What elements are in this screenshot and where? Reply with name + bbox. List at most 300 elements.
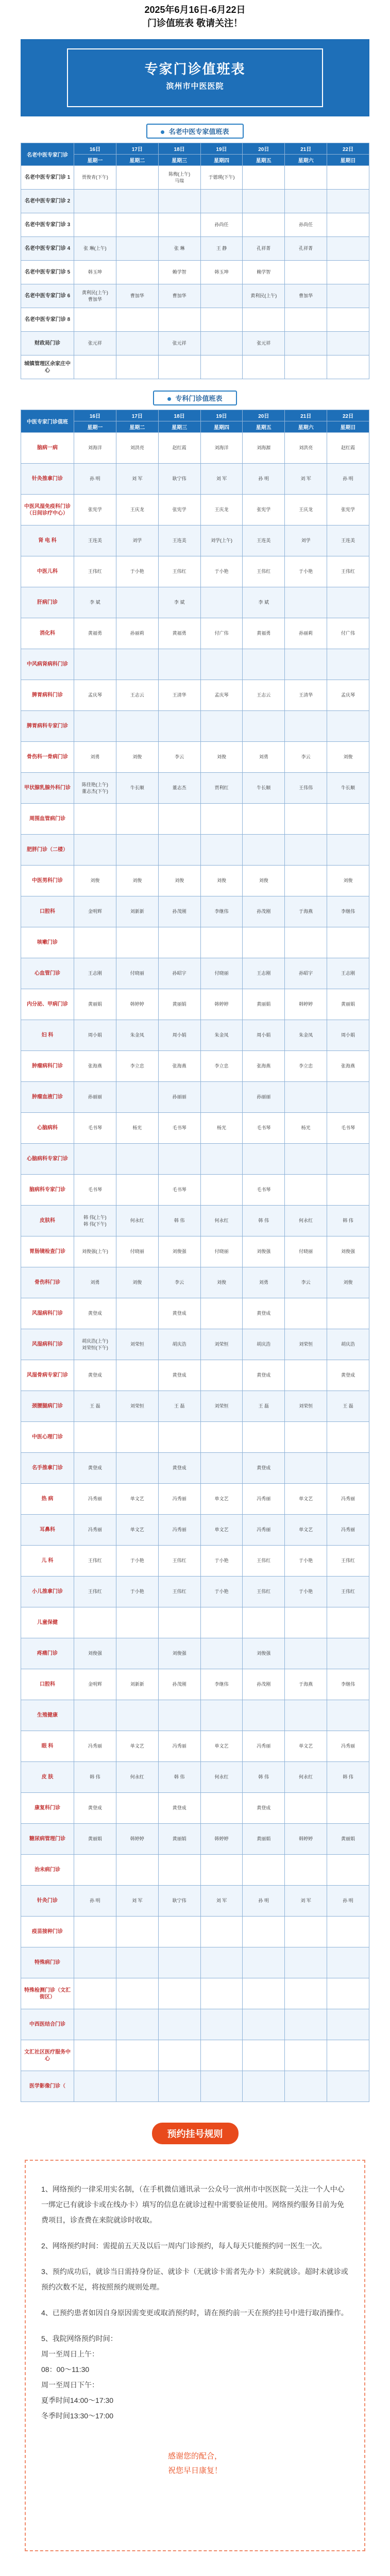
dept-cell: 孙 明 (327, 464, 369, 495)
dept-dept-name: 儿 科 (21, 1546, 74, 1577)
dept-row (21, 1453, 369, 1484)
famous-cell (200, 355, 243, 379)
dept-cell: 刘俊 (116, 1267, 158, 1298)
dept-cell (158, 1422, 200, 1453)
dept-cell: 李云 (158, 742, 200, 773)
banner-frame (67, 48, 323, 107)
dept-dept-name: 中医男科门诊 (21, 866, 74, 896)
dept-cell: 黄登成 (74, 1360, 116, 1391)
dept-cell (243, 649, 285, 680)
dept-row (21, 1607, 369, 1638)
dept-cell: 王伟红 (158, 556, 200, 587)
dept-row (21, 1577, 369, 1607)
dept-cell: 付广伟 (327, 618, 369, 649)
famous-row (21, 166, 369, 190)
dept-row (21, 773, 369, 804)
dept-cell: 韩 伟 (243, 1762, 285, 1793)
rules-title: 预约挂号规则 (152, 2123, 239, 2144)
dept-row (21, 1144, 369, 1175)
famous-row (21, 284, 369, 308)
dept-cell: 孙茂刚 (243, 896, 285, 927)
famous-dept-name: 名老中医专家门诊 3 (21, 213, 74, 237)
dept-dept-name: 耳鼻科 (21, 1515, 74, 1546)
dept-cell (327, 1082, 369, 1113)
dept-date-22: 22日 (327, 410, 369, 421)
dept-cell: 黄登成 (158, 1453, 200, 1484)
famous-cell (327, 332, 369, 355)
dept-row (21, 2040, 369, 2071)
dept-cell (158, 1607, 200, 1638)
dept-cell: 李立忠 (200, 1051, 243, 1082)
dept-cell: 孟庆琴 (74, 680, 116, 711)
dept-cell (327, 1175, 369, 1206)
dept-cell: 赵红霞 (327, 433, 369, 464)
dept-row (21, 1206, 369, 1236)
dept-cell: 张海燕 (243, 1051, 285, 1082)
dept-cell (285, 1793, 327, 1824)
dept-cell (243, 1917, 285, 1947)
famous-cell (243, 213, 285, 237)
dept-dept-name: 医学影像门诊（ (21, 2071, 74, 2102)
dept-row (21, 927, 369, 958)
dept-cell: 张宪学 (243, 495, 285, 526)
dept-weekday-thu: 星期四 (200, 421, 243, 433)
dept-cell (327, 1947, 369, 1978)
famous-cell (200, 190, 243, 213)
dept-cell: 何永红 (285, 1206, 327, 1236)
dept-row (21, 1669, 369, 1700)
dept-cell: 刘俊 (74, 866, 116, 896)
dept-cell (285, 1638, 327, 1669)
dept-cell (327, 1638, 369, 1669)
dept-dept-name: 风湿骨病专家门诊 (21, 1360, 74, 1391)
dept-cell: 李 斌 (243, 587, 285, 618)
dept-cell: 孙茂刚 (158, 1669, 200, 1700)
dept-section-header (0, 391, 390, 405)
famous-cell (116, 261, 158, 284)
dept-cell: 杨光 (285, 1113, 327, 1144)
dept-cell: 王志云 (116, 680, 158, 711)
dept-row (21, 1824, 369, 1855)
dept-cell: 黄登成 (243, 1453, 285, 1484)
dept-cell: 刘俊强 (243, 1638, 285, 1669)
dept-cell: 韩 伟 (74, 1762, 116, 1793)
dept-cell: 刘 军 (200, 1886, 243, 1917)
dept-cell: 孙丽丽 (158, 1082, 200, 1113)
dept-cell: 刘荣恒 (116, 1329, 158, 1360)
dept-cell (74, 1700, 116, 1731)
dept-cell (285, 711, 327, 742)
dept-cell: 周小娟 (243, 1020, 285, 1051)
rule-item-4: 4、已预约患者如因自身原因需变更或取消预约时，请在预约前一天在预约挂号中进行取消操作。 (41, 2309, 348, 2317)
dept-cell: 于小艳 (200, 1546, 243, 1577)
dept-dept-name: 疫苗接种门诊 (21, 1917, 74, 1947)
famous-cell (74, 213, 116, 237)
dept-cell (327, 1422, 369, 1453)
dept-weekday-sat: 星期六 (285, 421, 327, 433)
famous-weekday-fri: 星期五 (243, 155, 285, 166)
dept-row (21, 866, 369, 896)
dept-cell: 张宪学 (74, 495, 116, 526)
dept-cell (327, 1978, 369, 2009)
dept-cell (200, 1700, 243, 1731)
dept-cell: 韩婷婷 (285, 989, 327, 1020)
dept-row (21, 1546, 369, 1577)
dept-cell (116, 649, 158, 680)
dept-cell (116, 711, 158, 742)
dept-cell (116, 587, 158, 618)
dept-cell: 何永红 (285, 1762, 327, 1793)
dept-dept-name: 文汇社区医疗服务中心 (21, 2040, 74, 2071)
famous-cell: 黄利民(上午) (243, 284, 285, 308)
famous-cell (116, 308, 158, 332)
famous-section-header (0, 124, 390, 139)
famous-cell (327, 190, 369, 213)
dept-cell (116, 927, 158, 958)
dept-row (21, 2009, 369, 2040)
dept-cell (200, 1917, 243, 1947)
schedule-banner (21, 39, 369, 116)
dept-cell (116, 804, 158, 835)
dept-cell: 刘新新 (116, 1669, 158, 1700)
dept-cell: 李继伟 (200, 1669, 243, 1700)
dept-cell: 孟庆琴 (200, 680, 243, 711)
dept-cell (74, 2071, 116, 2102)
famous-cell: 曹加华 (116, 284, 158, 308)
dept-date-16: 16日 (74, 410, 116, 421)
famous-cell (116, 332, 158, 355)
famous-row (21, 308, 369, 332)
dept-weekday-tue: 星期二 (116, 421, 158, 433)
famous-cell: 曹加华 (285, 284, 327, 308)
dept-row (21, 433, 369, 464)
dept-cell: 于海燕 (285, 896, 327, 927)
dept-cell: 孙丽莉 (285, 618, 327, 649)
dept-cell: 黄福勇 (243, 618, 285, 649)
dept-cell: 李继伟 (200, 896, 243, 927)
dept-cell: 付晓丽 (116, 958, 158, 989)
date-range-heading (0, 0, 390, 30)
famous-date-16: 16日 (74, 143, 116, 155)
famous-row (21, 261, 369, 284)
dept-dept-name: 肥胖门诊（二楼） (21, 835, 74, 866)
dept-dept-name: 中医风湿免疫科门诊（日间诊疗中心） (21, 495, 74, 526)
dept-cell (74, 2009, 116, 2040)
dept-cell (74, 1917, 116, 1947)
dept-cell: 王伟红 (74, 1577, 116, 1607)
dept-cell: 付晓丽 (200, 1236, 243, 1267)
dept-cell: 刘俊 (200, 866, 243, 896)
dept-cell: 刘洪亮 (116, 433, 158, 464)
famous-weekday-sat: 星期六 (285, 155, 327, 166)
famous-cell (285, 308, 327, 332)
dept-cell: 李云 (158, 1267, 200, 1298)
dept-cell (243, 927, 285, 958)
dept-cell: 王志刚 (74, 958, 116, 989)
famous-date-17: 17日 (116, 143, 158, 155)
dept-cell (327, 1144, 369, 1175)
dept-cell: 单文艺 (116, 1515, 158, 1546)
dept-cell (74, 804, 116, 835)
dept-cell: 李继伟 (327, 896, 369, 927)
dept-cell: 刘勇 (74, 1267, 116, 1298)
dept-date-17: 17日 (116, 410, 158, 421)
dept-cell: 单文艺 (200, 1731, 243, 1762)
dept-cell: 牛长顺 (327, 773, 369, 804)
dept-cell (116, 1422, 158, 1453)
dept-cell (74, 1422, 116, 1453)
dept-dept-name: 中西医结合门诊 (21, 2009, 74, 2040)
dept-cell: 毛书琴 (74, 1113, 116, 1144)
dept-cell (116, 1700, 158, 1731)
dept-cell: 黄登成 (243, 1298, 285, 1329)
dept-cell: 于小艳 (116, 1577, 158, 1607)
dept-cell: 杨光 (200, 1113, 243, 1144)
dept-cell (327, 1793, 369, 1824)
dept-weekday-wed: 星期三 (158, 421, 200, 433)
famous-row (21, 190, 369, 213)
dept-cell: 刘俊强(上午) (74, 1236, 116, 1267)
dept-cell (327, 1855, 369, 1886)
dept-cell (200, 1793, 243, 1824)
dept-cell (74, 1144, 116, 1175)
dept-cell: 耿宁伟 (158, 1886, 200, 1917)
dept-cell (285, 1855, 327, 1886)
dept-dept-name: 皮 肤 (21, 1762, 74, 1793)
rule-time-pm-label: 周一至周日下午： (41, 2381, 99, 2389)
dept-dept-name: 肝病门诊 (21, 587, 74, 618)
famous-cell (243, 355, 285, 379)
dept-cell: 黄福勇 (158, 618, 200, 649)
dept-row (21, 1917, 369, 1947)
famous-row (21, 332, 369, 355)
famous-cell (200, 332, 243, 355)
dept-cell: 黄登成 (158, 1298, 200, 1329)
dept-cell (158, 1144, 200, 1175)
dept-cell: 杨光 (116, 1113, 158, 1144)
dept-cell (285, 649, 327, 680)
dept-dept-name: 脑病科专家门诊 (21, 1175, 74, 1206)
dept-cell (116, 1360, 158, 1391)
dept-dept-name: 针灸推拿门诊 (21, 464, 74, 495)
dept-cell (327, 2071, 369, 2102)
dept-cell (327, 1607, 369, 1638)
famous-cell: 赖学智 (243, 261, 285, 284)
dept-cell (200, 804, 243, 835)
dept-cell (285, 835, 327, 866)
dept-row (21, 464, 369, 495)
dept-cell (116, 2040, 158, 2071)
famous-dept-name: 名老中医专家门诊 4 (21, 237, 74, 261)
dept-row (21, 526, 369, 556)
dept-row (21, 1515, 369, 1546)
dept-cell: 王志刚 (327, 958, 369, 989)
dept-cell: 孙茂刚 (158, 896, 200, 927)
dept-dept-name: 心血管门诊 (21, 958, 74, 989)
dept-cell (158, 2009, 200, 2040)
dept-cell: 刘俊 (327, 866, 369, 896)
dept-cell: 胡庆浩 (243, 1329, 285, 1360)
dept-row (21, 804, 369, 835)
dept-cell: 刘荣恒 (200, 1329, 243, 1360)
dept-corner-cell: 中医专家门诊值班 (21, 410, 74, 433)
dept-cell: 金明辉 (74, 896, 116, 927)
schedule-notice-subtitle: 门诊值班表 敬请关注！ (147, 18, 243, 28)
dept-cell (285, 2040, 327, 2071)
dept-cell: 韩 伟 (327, 1762, 369, 1793)
dept-cell: 冯秀丽 (327, 1731, 369, 1762)
dept-cell (200, 2040, 243, 2071)
dept-dept-name: 针灸门诊 (21, 1886, 74, 1917)
dept-cell: 王庆龙 (285, 495, 327, 526)
dept-row (21, 618, 369, 649)
dept-cell: 王庆龙 (116, 495, 158, 526)
dept-cell (200, 1453, 243, 1484)
dept-cell: 刘荣恒 (285, 1329, 327, 1360)
dept-cell: 冯秀丽 (327, 1515, 369, 1546)
rule-item-5: 5、我院网络预约时间： (41, 2334, 117, 2343)
famous-cell (285, 332, 327, 355)
dept-dept-name: 骨伤科门诊 (21, 1267, 74, 1298)
famous-cell (74, 308, 116, 332)
famous-cell (116, 166, 158, 190)
dept-cell (243, 804, 285, 835)
dept-cell (116, 1298, 158, 1329)
dept-cell: 刘俊强 (158, 1236, 200, 1267)
dept-cell: 刘学(上午) (200, 526, 243, 556)
dept-cell: 黄丽娟 (158, 989, 200, 1020)
dept-cell (158, 711, 200, 742)
dept-cell (200, 835, 243, 866)
dept-cell (327, 804, 369, 835)
dept-cell: 刘俊强 (243, 1236, 285, 1267)
dept-cell (200, 2009, 243, 2040)
dept-cell: 王清华 (158, 680, 200, 711)
dept-row (21, 1700, 369, 1731)
dept-dept-name: 中医儿科 (21, 556, 74, 587)
dept-cell: 刘俊 (158, 866, 200, 896)
famous-cell (158, 213, 200, 237)
famous-dept-name: 城镇管理区余家庄中心 (21, 355, 74, 379)
dept-cell: 刘学 (116, 526, 158, 556)
dept-cell (243, 711, 285, 742)
dept-row (21, 1267, 369, 1298)
famous-cell (158, 308, 200, 332)
dept-cell: 黄丽娟 (74, 1824, 116, 1855)
dept-cell: 黄登成 (74, 1793, 116, 1824)
dept-cell (158, 2040, 200, 2071)
dept-cell: 孙丽莉 (116, 618, 158, 649)
dept-row (21, 1360, 369, 1391)
famous-date-19: 19日 (200, 143, 243, 155)
dept-cell: 冯秀丽 (243, 1515, 285, 1546)
dept-cell: 王伟红 (74, 1546, 116, 1577)
dept-cell (74, 835, 116, 866)
famous-cell (285, 355, 327, 379)
dept-date-21: 21日 (285, 410, 327, 421)
dept-dept-name: 热 病 (21, 1484, 74, 1515)
dept-cell (285, 1978, 327, 2009)
dept-cell (243, 1422, 285, 1453)
dept-dept-name: 骨伤科一骨病门诊 (21, 742, 74, 773)
dept-cell: 单文艺 (200, 1515, 243, 1546)
dept-cell: 胡庆浩(上午) 刘荣恒(下午) (74, 1329, 116, 1360)
famous-cell: 赖学智 (158, 261, 200, 284)
famous-cell: 陈梅(上午) 马瑞 (158, 166, 200, 190)
dept-date-19: 19日 (200, 410, 243, 421)
dept-cell: 韩 伟(上午) 韩 伟(下午) (74, 1206, 116, 1236)
dept-cell: 刘荣恒 (285, 1391, 327, 1422)
dept-dept-name: 名手推拿门诊 (21, 1453, 74, 1484)
dept-row (21, 1422, 369, 1453)
dept-cell: 孙 明 (74, 1886, 116, 1917)
dept-dept-name: 甲状腺乳腺外科门诊 (21, 773, 74, 804)
dept-dept-name: 周围血管病门诊 (21, 804, 74, 835)
famous-cell: 韩玉坤 (74, 261, 116, 284)
famous-cell (243, 308, 285, 332)
dept-cell: 刘新新 (116, 896, 158, 927)
dept-row (21, 1947, 369, 1978)
bullet-dot-icon (161, 130, 164, 134)
dept-cell (74, 2040, 116, 2071)
dept-cell: 王伟红 (327, 1577, 369, 1607)
famous-cell (285, 190, 327, 213)
famous-table-body (21, 166, 369, 379)
dept-cell: 王伟红 (158, 1577, 200, 1607)
dept-cell: 何永红 (200, 1206, 243, 1236)
dept-dept-name: 脾胃病科门诊 (21, 680, 74, 711)
rule-time-am-value: 08：00～11:30 (41, 2365, 90, 2374)
famous-corner-cell: 名老中医专家门诊 (21, 143, 74, 166)
dept-table-body (21, 433, 369, 2102)
dept-cell (116, 1638, 158, 1669)
dept-cell: 刘 军 (116, 1886, 158, 1917)
rule-item-3: 3、预约成功后，就诊当日需持身份证、就诊卡（无就诊卡需者先办卡）来院就诊。超时未就诊或预约次数不足，将按照预约规则处理。 (41, 2267, 348, 2291)
dept-cell: 冯秀丽 (74, 1484, 116, 1515)
dept-cell: 李 斌 (74, 587, 116, 618)
dept-cell (200, 649, 243, 680)
dept-cell (200, 1298, 243, 1329)
famous-cell (116, 355, 158, 379)
dept-dept-name: 治未病门诊 (21, 1855, 74, 1886)
dept-cell: 李立忠 (116, 1051, 158, 1082)
dept-cell: 张宪学 (158, 495, 200, 526)
dept-cell: 王伟红 (74, 556, 116, 587)
dept-cell: 单文艺 (116, 1731, 158, 1762)
dept-row (21, 1762, 369, 1793)
dept-dept-name: 特殊检测门诊（文汇街区） (21, 1978, 74, 2009)
dept-cell: 李 斌 (158, 587, 200, 618)
dept-cell: 刘俊强 (327, 1236, 369, 1267)
dept-cell: 王连美 (327, 526, 369, 556)
thanks-line-2: 祝您早日康复！ (167, 2466, 222, 2475)
dept-cell: 冯秀丽 (327, 1484, 369, 1515)
dept-row (21, 495, 369, 526)
dept-cell (200, 927, 243, 958)
dept-row (21, 649, 369, 680)
dept-cell: 毛书琴 (243, 1113, 285, 1144)
dept-dept-name: 内分泌、甲病门诊 (21, 989, 74, 1020)
famous-cell: 张元祥 (74, 332, 116, 355)
famous-cell: 孙尚任 (200, 213, 243, 237)
dept-cell (116, 1144, 158, 1175)
dept-cell (327, 587, 369, 618)
dept-cell (116, 835, 158, 866)
dept-cell (158, 1917, 200, 1947)
dept-cell (200, 711, 243, 742)
dept-dept-name: 胃肠镜检查门诊 (21, 1236, 74, 1267)
dept-cell: 刘 军 (116, 464, 158, 495)
